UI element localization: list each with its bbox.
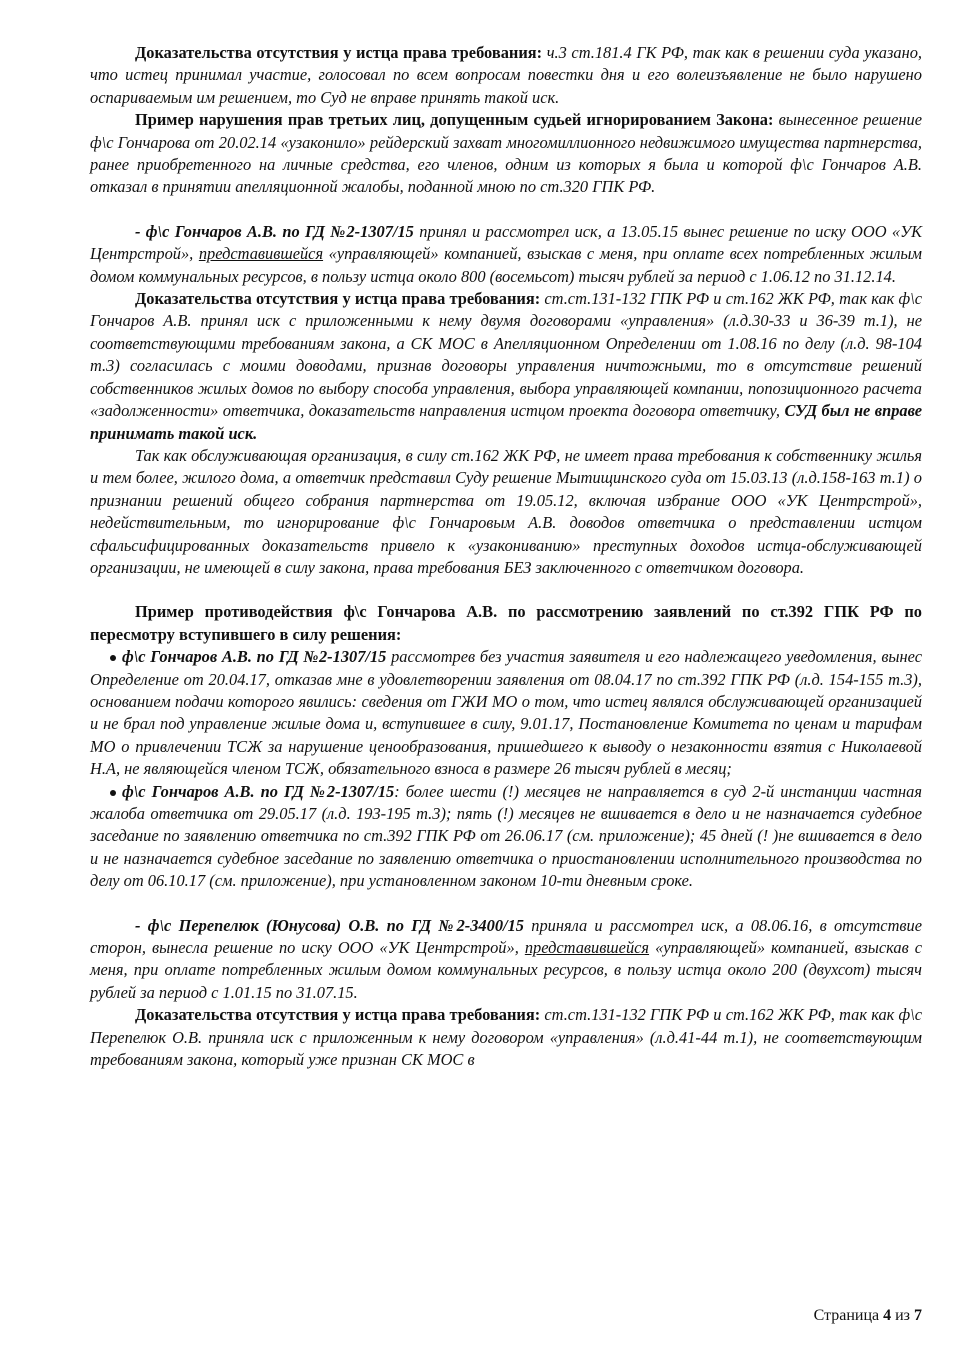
section-heading-art392: Пример противодействия ф\с Гончарова А.В. по рассмотрению заявлений по ст.392 ГПК РФ по пересмотру вступившего в силу решения: <box>90 602 922 644</box>
paragraph-lead: Пример нарушения прав третьих лиц, допущенным судьей игнорированием Закона: <box>135 110 774 130</box>
page-number-total: 7 <box>914 1307 922 1324</box>
bullet-icon <box>110 790 116 796</box>
bullet-icon <box>110 655 116 661</box>
paragraph-text: «управляющей» компанией, взыскав с меня, при оплате потребленных жилым домом коммунальных ресурсов, в пользу истца около 200 (двухсот) тысяч рублей за период с 1.01.15 по 31.07.15. <box>90 938 922 1002</box>
list-item <box>90 646 922 780</box>
paragraph-evidence-3 <box>90 1004 922 1071</box>
page-footer <box>814 1307 922 1325</box>
paragraph-text: «управляющей» компанией, взыскав с меня, при оплате всех потребленных жилым домом коммунальных ресурсов, в пользу истца около 800 (восемьсот) тысяч рублей за период с 1.06.12 по 31.12.14. <box>90 244 922 286</box>
paragraph-text: вынесенное решение ф\с Гончарова от 20.02.14 «узаконило» рейдерский захват многомиллионного недвижимого имущества партнерства, ранее приобретенного на личные средства, его членов, одним из которых я была и которой ф\с Гончаров А.В. отказал в принятии апелляционной жалобы, поданной мною по ст.320 ГПК РФ. <box>90 110 922 197</box>
page-label: Страница <box>813 1307 884 1324</box>
paragraph-evidence-2 <box>90 288 922 445</box>
paragraph-conclusion: СУД был не вправе принимать такой иск. <box>90 401 922 443</box>
list-item <box>90 781 922 893</box>
paragraph-lead: Доказательства отсутствия у истца права требования: <box>135 43 543 62</box>
paragraph-lead: Доказательства отсутствия у истца права требования: <box>135 289 541 309</box>
list-item-lead: ф\с Гончаров А.В. по ГД №2-1307/15 <box>122 647 387 667</box>
list-item-text: : более шести (!) месяцев не направляется в суд 2-й инстанции частная жалоба ответчика от 29.05.17 (л.д. 193-195 т.3); пять (!) месяцев не вшивается в дело и не назначается судебное заседание по заявлению ответчика по ст.392 ГПК РФ от 26.06.17 (см. приложение); 45 дней (! )не вшивается в дело и не назначается судебное заседание по заявлению ответчика о приостановлении исполнительного производства по делу от 06.10.17 (см. приложение), при установленном законом 10-ти дневным сроке. <box>90 781 922 891</box>
paragraph-lead: - ф\с Гончаров А.В. по ГД №2-1307/15 <box>135 221 414 241</box>
page-number-current: 4 <box>883 1307 892 1324</box>
paragraph-lead: Доказательства отсутствия у истца права требования: <box>135 1005 541 1025</box>
paragraph-text: ст.ст.131-132 ГПК РФ и ст.162 ЖК РФ, так как ф\с Перепелюк О.В. приняла иск с приложенным к нему договором «управления» (л.д.41-44 т.1), не соответствующим требованиям закона, который уже признан СК МОС в <box>90 1005 922 1070</box>
paragraph-service-organization: Так как обслуживающая организация, в силу ст.162 ЖК РФ, не имеет права требования к собственнику жилья и тем более, жилого дома, а ответчик представил Суду решение Мытищинского суда от 15.03.13 (л.д.158-163 т.1) о признании решений общего собрания партнерства от 19.05.12, включая избрание ООО «УК Центрстрой», недействительным, то игнорирование ф\с Гончаровым А.В. доводов ответчика о представлении истцом сфальсифицированных доказательств привело к «узакониванию» преступных доходов истца-обслуживающей организации, не имеющей в силу закона, права требования БЕЗ заключенного с ответчиком договора. <box>90 445 922 577</box>
paragraph-case-perepeluk <box>90 915 922 1005</box>
paragraph-text: ч.3 ст.181.4 ГК РФ, так как в решении суда указано, что истец принимал участие, голосовал по всем вопросам повестки дня и его волеизъявление не было нарушено оспариваемым им решением, то Суд не вправе принять такой иск. <box>90 43 922 107</box>
paragraph-text: приняла и рассмотрел иск, а 08.06.16, в отсутствие сторон, вынесла решение по иску ООО «УК Центрстрой», <box>90 915 922 958</box>
document-page <box>90 42 922 1071</box>
paragraph-case-goncharov <box>90 221 922 288</box>
list-item-text: рассмотрев без участия заявителя и его надлежащего уведомления, вынес Определение от 20.04.17, отказав мне в удовлетворении заявления от 08.04.17 по ст.392 ГПК РФ (л.д. 154-155 т.3), основанием подачи которого явились: сведения от ГЖИ МО о том, что истец являлся обслуживающей организацией и не брал под управление жилые дома и, вступившее в силу, 9.01.17, Постановление Комитета по ценам и тарифам МО о привлечении ТСЖ за нарушение ценообразования, пришедшего к выводу о незаконности взятия с Николаевой Н.А, не являющейся членом ТСЖ, обязательного взноса в размере 26 тысяч рублей в месяц; <box>90 647 922 779</box>
paragraph-lead: - ф\с Перепелюк (Юнусова) О.В. по ГД №2-3400/15 <box>135 915 524 935</box>
page-separator: из <box>891 1307 914 1324</box>
underlined-word: представившейся <box>198 244 324 264</box>
paragraph-third-party-violation <box>90 109 922 199</box>
paragraph-text: ст.ст.131-132 ГПК РФ и ст.162 ЖК РФ, так как ф\с Гончаров А.В. принял иск с приложенными к нему двумя договорами «управления» (л.д.30-33 и 36-39 т.1), не соответствующими требованиям закона, а СК МОС в Апелляционном Определении от 1.08.16 по делу (л.д. 98-104 т.3) согласилась с моими доводами, признав договоры управления ничтожными, то в отсутствие решений собственников жилых домов по выбору способа управления, выбора управляющей компании, попозиционного расчета «задолженности» ответчика, доказательств направления истцом проекта договора ответчику, <box>90 289 922 421</box>
underlined-word: представившейся <box>524 938 650 958</box>
paragraph-text: принял и рассмотрел иск, а 13.05.15 вынес решение по иску ООО «УК Центрстрой», <box>90 221 922 264</box>
paragraph-evidence-1 <box>90 42 922 109</box>
list-item-lead: ф\с Гончаров А.В. по ГД №2-1307/15 <box>122 781 395 801</box>
